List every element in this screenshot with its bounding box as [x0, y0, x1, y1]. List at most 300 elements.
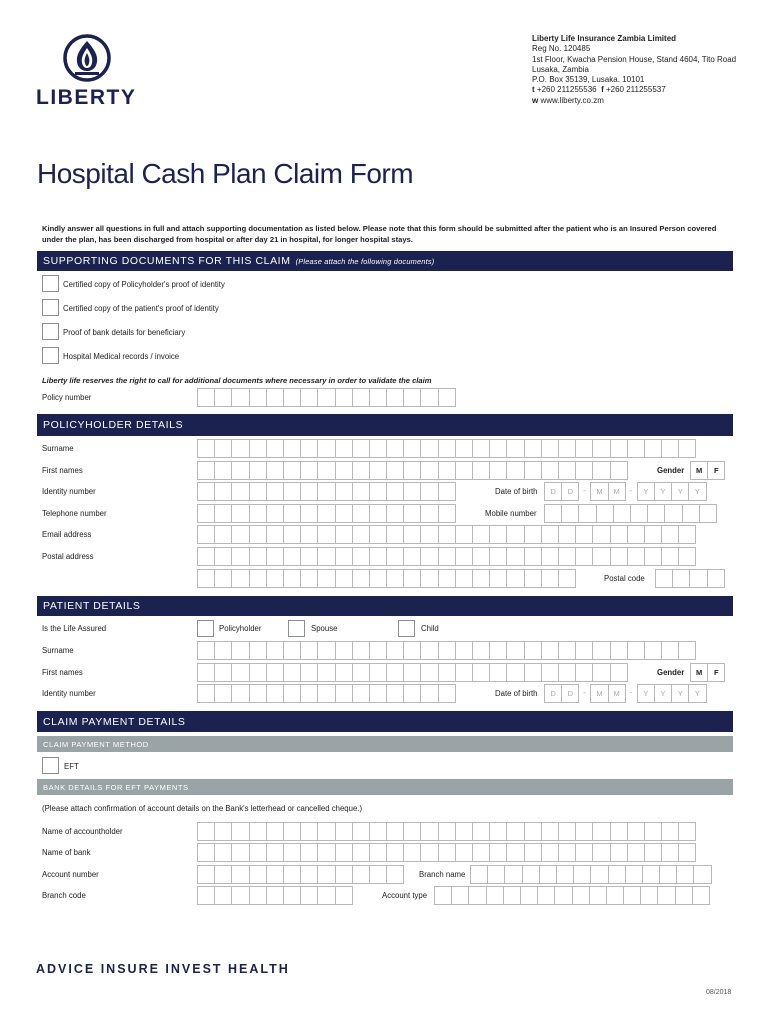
input-cell[interactable] — [592, 461, 610, 480]
input-cell[interactable] — [214, 663, 232, 682]
input-cell[interactable] — [420, 482, 438, 501]
input-cell[interactable] — [283, 388, 301, 407]
input-cell[interactable] — [537, 886, 555, 905]
input-cell[interactable] — [644, 822, 662, 841]
input-cell[interactable] — [249, 504, 267, 523]
input-cell[interactable] — [610, 525, 628, 544]
input-cell[interactable] — [335, 822, 353, 841]
input-cell[interactable] — [590, 865, 608, 884]
input-cell[interactable] — [524, 569, 542, 588]
input-cell[interactable] — [266, 482, 284, 501]
input-cell[interactable] — [506, 439, 524, 458]
input-cell[interactable] — [558, 569, 576, 588]
input-cell[interactable] — [678, 525, 696, 544]
branch-name-field[interactable] — [470, 865, 711, 884]
input-cell[interactable] — [197, 504, 215, 523]
input-cell[interactable] — [592, 822, 610, 841]
input-cell[interactable] — [610, 843, 628, 862]
input-cell[interactable] — [472, 663, 490, 682]
pt-gender-field[interactable] — [690, 663, 724, 682]
input-cell[interactable] — [503, 886, 521, 905]
input-cell[interactable] — [249, 439, 267, 458]
input-cell[interactable] — [283, 461, 301, 480]
input-cell[interactable] — [369, 525, 387, 544]
input-cell[interactable] — [197, 525, 215, 544]
input-cell[interactable] — [369, 684, 387, 703]
input-cell[interactable] — [386, 388, 404, 407]
input-cell[interactable] — [317, 684, 335, 703]
input-cell[interactable] — [283, 569, 301, 588]
input-cell[interactable] — [472, 525, 490, 544]
input-cell[interactable] — [610, 822, 628, 841]
input-cell[interactable] — [317, 504, 335, 523]
input-cell[interactable] — [386, 865, 404, 884]
input-cell[interactable] — [644, 525, 662, 544]
input-cell[interactable] — [266, 388, 284, 407]
input-cell[interactable] — [592, 663, 610, 682]
input-cell[interactable] — [386, 439, 404, 458]
input-cell[interactable] — [438, 663, 456, 682]
input-cell[interactable] — [524, 641, 542, 660]
input-cell[interactable] — [657, 886, 675, 905]
input-cell[interactable] — [231, 504, 249, 523]
input-cell[interactable] — [403, 439, 421, 458]
input-cell[interactable] — [489, 439, 507, 458]
date-cell[interactable]: Y — [688, 482, 706, 501]
input-cell[interactable] — [231, 843, 249, 862]
input-cell[interactable] — [352, 865, 370, 884]
input-cell[interactable] — [197, 547, 215, 566]
date-cell[interactable]: M — [590, 482, 608, 501]
input-cell[interactable] — [672, 569, 690, 588]
input-cell[interactable] — [352, 684, 370, 703]
date-cell[interactable]: M — [608, 684, 626, 703]
input-cell[interactable] — [197, 843, 215, 862]
input-cell[interactable] — [231, 886, 249, 905]
input-cell[interactable] — [317, 663, 335, 682]
input-cell[interactable] — [455, 525, 473, 544]
input-cell[interactable] — [283, 865, 301, 884]
account-number-field[interactable] — [197, 865, 403, 884]
input-cell[interactable] — [661, 547, 679, 566]
input-cell[interactable] — [283, 886, 301, 905]
input-cell[interactable] — [249, 663, 267, 682]
input-cell[interactable] — [283, 482, 301, 501]
input-cell[interactable] — [506, 569, 524, 588]
input-cell[interactable] — [369, 388, 387, 407]
bank-name-field[interactable] — [197, 843, 695, 862]
input-cell[interactable] — [487, 865, 505, 884]
policy-number-field[interactable] — [197, 388, 455, 407]
input-cell[interactable] — [589, 886, 607, 905]
input-cell[interactable] — [403, 547, 421, 566]
input-cell[interactable] — [558, 822, 576, 841]
input-cell[interactable] — [386, 461, 404, 480]
input-cell[interactable] — [403, 461, 421, 480]
input-cell[interactable] — [627, 439, 645, 458]
input-cell[interactable] — [317, 843, 335, 862]
ph-identity-field[interactable] — [197, 482, 455, 501]
input-cell[interactable] — [420, 504, 438, 523]
input-cell[interactable] — [592, 641, 610, 660]
input-cell[interactable] — [575, 439, 593, 458]
input-cell[interactable] — [606, 886, 624, 905]
input-cell[interactable] — [438, 641, 456, 660]
input-cell[interactable] — [300, 525, 318, 544]
input-cell[interactable] — [438, 843, 456, 862]
date-cell[interactable]: M — [590, 684, 608, 703]
input-cell[interactable] — [300, 865, 318, 884]
input-cell[interactable] — [335, 684, 353, 703]
input-cell[interactable] — [352, 663, 370, 682]
input-cell[interactable] — [249, 569, 267, 588]
input-cell[interactable] — [472, 461, 490, 480]
input-cell[interactable] — [644, 641, 662, 660]
input-cell[interactable] — [352, 388, 370, 407]
input-cell[interactable] — [541, 843, 559, 862]
input-cell[interactable] — [249, 641, 267, 660]
input-cell[interactable] — [352, 569, 370, 588]
input-cell[interactable] — [541, 822, 559, 841]
input-cell[interactable] — [386, 482, 404, 501]
input-cell[interactable] — [678, 641, 696, 660]
input-cell[interactable] — [489, 461, 507, 480]
input-cell[interactable] — [661, 641, 679, 660]
input-cell[interactable] — [335, 504, 353, 523]
input-cell[interactable] — [214, 641, 232, 660]
input-cell[interactable] — [420, 684, 438, 703]
input-cell[interactable] — [317, 641, 335, 660]
input-cell[interactable] — [541, 547, 559, 566]
input-cell[interactable] — [610, 547, 628, 566]
date-cell[interactable]: Y — [688, 684, 706, 703]
input-cell[interactable] — [524, 822, 542, 841]
input-cell[interactable] — [386, 684, 404, 703]
input-cell[interactable] — [420, 461, 438, 480]
checkbox-eft[interactable] — [42, 757, 59, 774]
input-cell[interactable] — [451, 886, 469, 905]
input-cell[interactable] — [558, 547, 576, 566]
input-cell[interactable] — [644, 843, 662, 862]
input-cell[interactable] — [283, 663, 301, 682]
input-cell[interactable] — [369, 865, 387, 884]
input-cell[interactable] — [438, 388, 456, 407]
input-cell[interactable] — [558, 843, 576, 862]
input-cell[interactable] — [197, 388, 215, 407]
input-cell[interactable] — [506, 547, 524, 566]
date-cell[interactable]: Y — [654, 482, 672, 501]
input-cell[interactable] — [573, 865, 591, 884]
input-cell[interactable] — [610, 439, 628, 458]
input-cell[interactable] — [472, 547, 490, 566]
checkbox-life-assured-child[interactable] — [398, 620, 415, 637]
checkbox-policyholder-id[interactable] — [42, 275, 59, 292]
input-cell[interactable] — [283, 504, 301, 523]
ph-surname-field[interactable] — [197, 439, 695, 458]
input-cell[interactable] — [335, 641, 353, 660]
input-cell[interactable] — [420, 843, 438, 862]
input-cell[interactable] — [613, 504, 631, 523]
input-cell[interactable] — [403, 641, 421, 660]
input-cell[interactable] — [266, 865, 284, 884]
input-cell[interactable] — [317, 886, 335, 905]
input-cell[interactable] — [386, 663, 404, 682]
input-cell[interactable] — [249, 547, 267, 566]
pt-first-names-field[interactable] — [197, 663, 627, 682]
date-cell[interactable]: D — [561, 482, 579, 501]
input-cell[interactable] — [231, 663, 249, 682]
checkbox-bank-proof[interactable] — [42, 323, 59, 340]
input-cell[interactable] — [572, 886, 590, 905]
input-cell[interactable] — [197, 641, 215, 660]
input-cell[interactable] — [214, 504, 232, 523]
input-cell[interactable] — [283, 439, 301, 458]
input-cell[interactable] — [386, 569, 404, 588]
input-cell[interactable] — [403, 843, 421, 862]
input-cell[interactable] — [249, 886, 267, 905]
input-cell[interactable] — [352, 504, 370, 523]
input-cell[interactable] — [231, 641, 249, 660]
input-cell[interactable] — [369, 822, 387, 841]
input-cell[interactable] — [504, 865, 522, 884]
input-cell[interactable] — [214, 684, 232, 703]
input-cell[interactable] — [472, 641, 490, 660]
input-cell[interactable] — [689, 569, 707, 588]
pt-identity-field[interactable] — [197, 684, 455, 703]
ph-postal-field-1[interactable] — [197, 547, 695, 566]
input-cell[interactable] — [627, 641, 645, 660]
input-cell[interactable] — [352, 439, 370, 458]
input-cell[interactable] — [610, 641, 628, 660]
input-cell[interactable] — [472, 439, 490, 458]
input-cell[interactable] — [420, 569, 438, 588]
input-cell[interactable] — [369, 843, 387, 862]
input-cell[interactable] — [682, 504, 700, 523]
input-cell[interactable] — [520, 886, 538, 905]
input-cell[interactable] — [300, 569, 318, 588]
input-cell[interactable] — [420, 641, 438, 660]
input-cell[interactable] — [678, 843, 696, 862]
input-cell[interactable] — [438, 504, 456, 523]
input-cell[interactable] — [214, 822, 232, 841]
input-cell[interactable] — [489, 663, 507, 682]
pt-dob-field[interactable] — [544, 684, 706, 703]
input-cell[interactable] — [455, 569, 473, 588]
input-cell[interactable] — [434, 886, 452, 905]
input-cell[interactable] — [403, 569, 421, 588]
input-cell[interactable] — [214, 865, 232, 884]
input-cell[interactable] — [596, 504, 614, 523]
input-cell[interactable] — [317, 439, 335, 458]
input-cell[interactable] — [506, 843, 524, 862]
input-cell[interactable] — [300, 504, 318, 523]
input-cell[interactable] — [283, 641, 301, 660]
input-cell[interactable] — [438, 482, 456, 501]
input-cell[interactable] — [610, 461, 628, 480]
input-cell[interactable] — [524, 663, 542, 682]
ph-postal-code-field[interactable] — [655, 569, 724, 588]
input-cell[interactable] — [678, 439, 696, 458]
input-cell[interactable] — [575, 641, 593, 660]
input-cell[interactable] — [627, 547, 645, 566]
input-cell[interactable] — [644, 439, 662, 458]
input-cell[interactable] — [352, 482, 370, 501]
input-cell[interactable] — [693, 865, 711, 884]
input-cell[interactable] — [335, 663, 353, 682]
ph-gender-m[interactable]: M — [690, 461, 708, 480]
input-cell[interactable] — [197, 822, 215, 841]
input-cell[interactable] — [231, 569, 249, 588]
input-cell[interactable] — [438, 684, 456, 703]
ph-email-field[interactable] — [197, 525, 695, 544]
pt-surname-field[interactable] — [197, 641, 695, 660]
input-cell[interactable] — [214, 482, 232, 501]
pt-gender-m[interactable]: M — [690, 663, 708, 682]
input-cell[interactable] — [403, 822, 421, 841]
input-cell[interactable] — [266, 641, 284, 660]
input-cell[interactable] — [610, 663, 628, 682]
input-cell[interactable] — [317, 865, 335, 884]
input-cell[interactable] — [455, 439, 473, 458]
ph-first-names-field[interactable] — [197, 461, 627, 480]
input-cell[interactable] — [544, 504, 562, 523]
date-cell[interactable]: Y — [654, 684, 672, 703]
input-cell[interactable] — [249, 865, 267, 884]
input-cell[interactable] — [386, 547, 404, 566]
input-cell[interactable] — [197, 886, 215, 905]
input-cell[interactable] — [317, 547, 335, 566]
checkbox-medical-records[interactable] — [42, 347, 59, 364]
account-type-field[interactable] — [434, 886, 709, 905]
input-cell[interactable] — [524, 461, 542, 480]
input-cell[interactable] — [300, 886, 318, 905]
input-cell[interactable] — [266, 684, 284, 703]
input-cell[interactable] — [249, 461, 267, 480]
input-cell[interactable] — [352, 525, 370, 544]
input-cell[interactable] — [214, 525, 232, 544]
input-cell[interactable] — [352, 461, 370, 480]
input-cell[interactable] — [575, 843, 593, 862]
date-cell[interactable]: D — [561, 684, 579, 703]
input-cell[interactable] — [266, 886, 284, 905]
input-cell[interactable] — [335, 843, 353, 862]
input-cell[interactable] — [266, 525, 284, 544]
input-cell[interactable] — [661, 439, 679, 458]
input-cell[interactable] — [197, 439, 215, 458]
input-cell[interactable] — [335, 461, 353, 480]
input-cell[interactable] — [575, 663, 593, 682]
input-cell[interactable] — [661, 822, 679, 841]
checkbox-life-assured-spouse[interactable] — [288, 620, 305, 637]
input-cell[interactable] — [231, 822, 249, 841]
input-cell[interactable] — [197, 684, 215, 703]
input-cell[interactable] — [231, 547, 249, 566]
input-cell[interactable] — [678, 547, 696, 566]
input-cell[interactable] — [335, 525, 353, 544]
date-cell[interactable]: D — [544, 684, 562, 703]
input-cell[interactable] — [630, 504, 648, 523]
input-cell[interactable] — [455, 461, 473, 480]
input-cell[interactable] — [644, 547, 662, 566]
input-cell[interactable] — [592, 525, 610, 544]
input-cell[interactable] — [438, 822, 456, 841]
input-cell[interactable] — [317, 482, 335, 501]
input-cell[interactable] — [369, 663, 387, 682]
input-cell[interactable] — [506, 822, 524, 841]
input-cell[interactable] — [403, 663, 421, 682]
input-cell[interactable] — [575, 547, 593, 566]
input-cell[interactable] — [403, 504, 421, 523]
date-cell[interactable]: M — [608, 482, 626, 501]
input-cell[interactable] — [403, 482, 421, 501]
input-cell[interactable] — [664, 504, 682, 523]
input-cell[interactable] — [300, 439, 318, 458]
input-cell[interactable] — [678, 822, 696, 841]
input-cell[interactable] — [420, 822, 438, 841]
input-cell[interactable] — [438, 439, 456, 458]
input-cell[interactable] — [249, 482, 267, 501]
input-cell[interactable] — [468, 886, 486, 905]
input-cell[interactable] — [541, 525, 559, 544]
input-cell[interactable] — [386, 843, 404, 862]
input-cell[interactable] — [558, 439, 576, 458]
input-cell[interactable] — [231, 388, 249, 407]
input-cell[interactable] — [489, 525, 507, 544]
input-cell[interactable] — [214, 388, 232, 407]
input-cell[interactable] — [661, 843, 679, 862]
input-cell[interactable] — [699, 504, 717, 523]
input-cell[interactable] — [369, 482, 387, 501]
ph-mobile-field[interactable] — [544, 504, 716, 523]
input-cell[interactable] — [438, 525, 456, 544]
input-cell[interactable] — [249, 822, 267, 841]
input-cell[interactable] — [640, 886, 658, 905]
input-cell[interactable] — [214, 547, 232, 566]
input-cell[interactable] — [539, 865, 557, 884]
input-cell[interactable] — [627, 843, 645, 862]
input-cell[interactable] — [524, 525, 542, 544]
input-cell[interactable] — [214, 461, 232, 480]
input-cell[interactable] — [300, 843, 318, 862]
date-cell[interactable]: D — [544, 482, 562, 501]
input-cell[interactable] — [335, 886, 353, 905]
input-cell[interactable] — [403, 525, 421, 544]
input-cell[interactable] — [541, 439, 559, 458]
input-cell[interactable] — [197, 482, 215, 501]
input-cell[interactable] — [386, 525, 404, 544]
date-cell[interactable]: Y — [671, 684, 689, 703]
input-cell[interactable] — [506, 525, 524, 544]
ph-gender-field[interactable] — [690, 461, 724, 480]
input-cell[interactable] — [352, 641, 370, 660]
input-cell[interactable] — [489, 569, 507, 588]
input-cell[interactable] — [283, 684, 301, 703]
input-cell[interactable] — [266, 461, 284, 480]
input-cell[interactable] — [197, 865, 215, 884]
date-cell[interactable]: Y — [637, 684, 655, 703]
input-cell[interactable] — [455, 663, 473, 682]
input-cell[interactable] — [455, 843, 473, 862]
input-cell[interactable] — [300, 641, 318, 660]
input-cell[interactable] — [231, 525, 249, 544]
input-cell[interactable] — [214, 439, 232, 458]
input-cell[interactable] — [655, 569, 673, 588]
input-cell[interactable] — [197, 569, 215, 588]
input-cell[interactable] — [214, 843, 232, 862]
input-cell[interactable] — [266, 547, 284, 566]
input-cell[interactable] — [335, 547, 353, 566]
input-cell[interactable] — [231, 461, 249, 480]
